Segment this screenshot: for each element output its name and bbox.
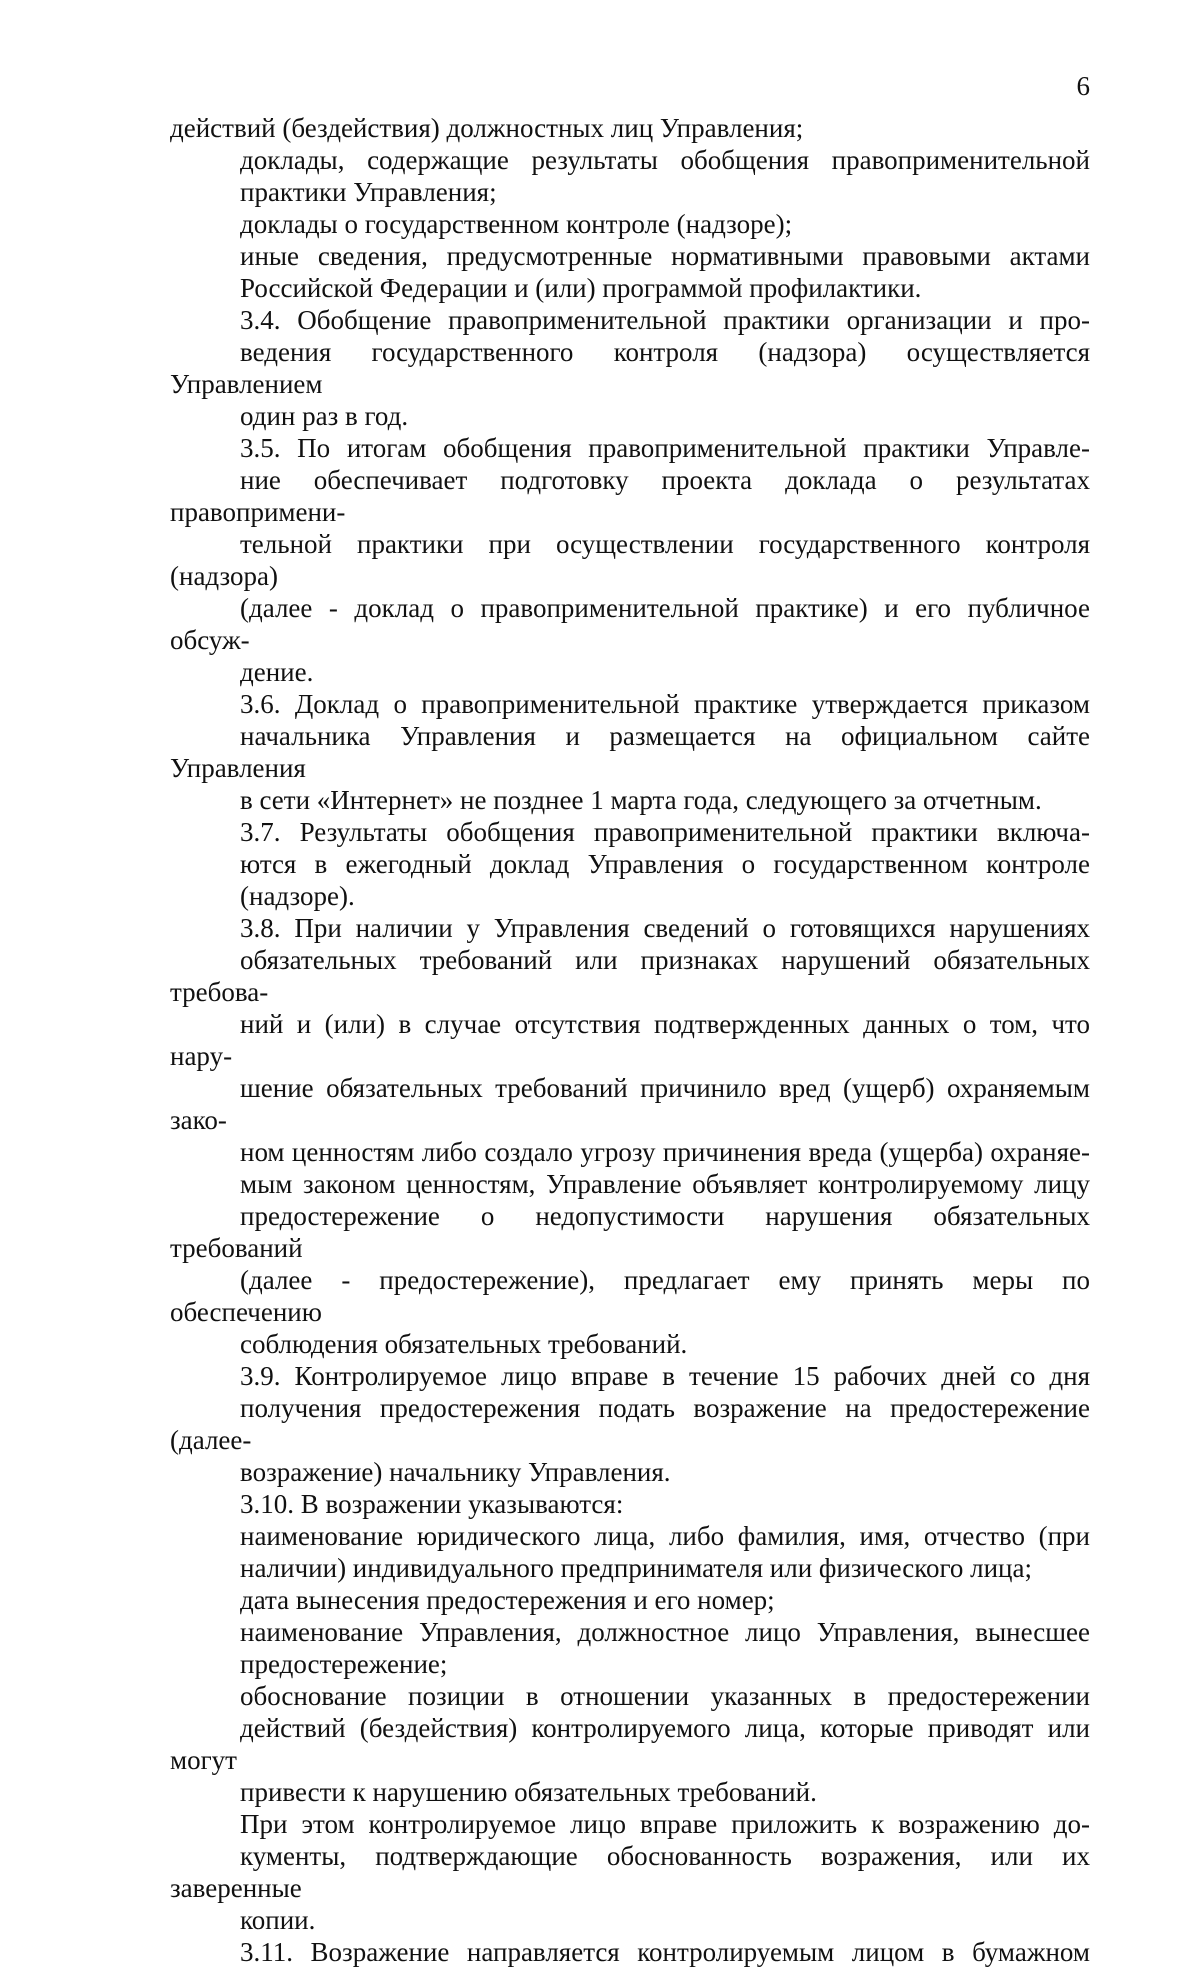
- text-line: дата вынесения предостережения и его номер;: [240, 1585, 775, 1615]
- text-line: 3.8. При наличии у Управления сведений о готовящихся нарушениях: [240, 913, 1090, 943]
- paragraph: [170, 240, 1090, 304]
- paragraph: [170, 144, 1090, 208]
- text-line: (надзоре).: [240, 881, 355, 911]
- text-line: шение обязательных требований причинило вред (ущерб) охраняемым зако-: [170, 1073, 1090, 1135]
- paragraph: [170, 1936, 1090, 1968]
- paragraph: [170, 1488, 1090, 1520]
- text-line: предостережение;: [240, 1649, 448, 1679]
- paragraph: [170, 816, 1090, 912]
- text-line: 3.4. Обобщение правоприменительной практики организации и про-: [240, 305, 1090, 335]
- paragraph: [170, 1680, 1090, 1808]
- text-line: ведения государственного контроля (надзора) осуществляется Управлением: [170, 337, 1090, 399]
- paragraph: [170, 1808, 1090, 1936]
- text-line: наличии) индивидуального предпринимателя или физического лица;: [240, 1553, 1032, 1583]
- text-line: практики Управления;: [240, 177, 497, 207]
- paragraph: [170, 1616, 1090, 1680]
- text-line: 3.6. Доклад о правоприменительной практике утверждается приказом: [240, 689, 1090, 719]
- text-line: мым законом ценностям, Управление объявляет контролируемому лицу: [240, 1169, 1090, 1199]
- paragraph: [170, 1360, 1090, 1488]
- text-line: действий (бездействия) контролируемого лица, которые приводят или могут: [170, 1713, 1090, 1775]
- text-line: ние обеспечивает подготовку проекта доклада о результатах правопримени-: [170, 465, 1090, 527]
- text-line: ний и (или) в случае отсутствия подтвержденных данных о том, что нару-: [170, 1009, 1090, 1071]
- document-body: [170, 112, 1090, 1968]
- text-line: предостережение о недопустимости нарушения обязательных требований: [170, 1201, 1090, 1263]
- paragraph: [170, 1520, 1090, 1584]
- text-line: копии.: [240, 1905, 316, 1935]
- text-line: (далее - доклад о правоприменительной практике) и его публичное обсуж-: [170, 593, 1090, 655]
- text-line: При этом контролируемое лицо вправе приложить к возражению до-: [240, 1809, 1090, 1839]
- text-line: обязательных требований или признаках нарушений обязательных требова-: [170, 945, 1090, 1007]
- paragraph: [170, 304, 1090, 432]
- text-line: 3.5. По итогам обобщения правоприменительной практики Управле-: [240, 433, 1090, 463]
- paragraph: [170, 1584, 1090, 1616]
- paragraph: [170, 432, 1090, 688]
- text-line: ются в ежегодный доклад Управления о государственном контроле: [240, 849, 1090, 879]
- paragraph: [170, 912, 1090, 1360]
- text-line: доклады, содержащие результаты обобщения правоприменительной: [240, 145, 1090, 175]
- text-line: возражение) начальнику Управления.: [240, 1457, 671, 1487]
- paragraph: [170, 688, 1090, 816]
- text-line: дение.: [240, 657, 314, 687]
- text-line: 3.11. Возражение направляется контролируемым лицом в бумажном: [240, 1937, 1090, 1967]
- text-line: соблюдения обязательных требований.: [240, 1329, 688, 1359]
- text-line: наименование Управления, должностное лицо Управления, вынесшее: [240, 1617, 1090, 1647]
- text-line: обоснование позиции в отношении указанных в предостережении: [240, 1681, 1090, 1711]
- text-line: тельной практики при осуществлении государственного контроля (надзора): [170, 529, 1090, 591]
- paragraph: [170, 208, 1090, 240]
- page-number: 6: [1076, 71, 1090, 101]
- text-line: начальника Управления и размещается на официальном сайте Управления: [170, 721, 1090, 783]
- text-line: привести к нарушению обязательных требований.: [240, 1777, 817, 1807]
- text-line: наименование юридического лица, либо фамилия, имя, отчество (при: [240, 1521, 1090, 1551]
- text-line: в сети «Интернет» не позднее 1 марта года, следующего за отчетным.: [240, 785, 1042, 815]
- text-line: получения предостережения подать возражение на предостережение (далее-: [170, 1393, 1090, 1455]
- text-line: ном ценностям либо создало угрозу причинения вреда (ущерба) охраняе-: [240, 1137, 1090, 1167]
- text-line: 3.7. Результаты обобщения правоприменительной практики включа-: [240, 817, 1090, 847]
- paragraph: [170, 112, 1090, 144]
- text-line: (далее - предостережение), предлагает ему принять меры по обеспечению: [170, 1265, 1090, 1327]
- text-line: доклады о государственном контроле (надзоре);: [240, 209, 793, 239]
- text-line: иные сведения, предусмотренные нормативными правовыми актами: [240, 241, 1090, 271]
- text-line: действий (бездействия) должностных лиц Управления;: [170, 113, 804, 143]
- text-line: 3.9. Контролируемое лицо вправе в течение 15 рабочих дней со дня: [240, 1361, 1090, 1391]
- text-line: кументы, подтверждающие обоснованность возражения, или их заверенные: [170, 1841, 1090, 1903]
- text-line: один раз в год.: [240, 401, 409, 431]
- text-line: Российской Федерации и (или) программой профилактики.: [240, 273, 922, 303]
- text-line: 3.10. В возражении указываются:: [240, 1489, 624, 1519]
